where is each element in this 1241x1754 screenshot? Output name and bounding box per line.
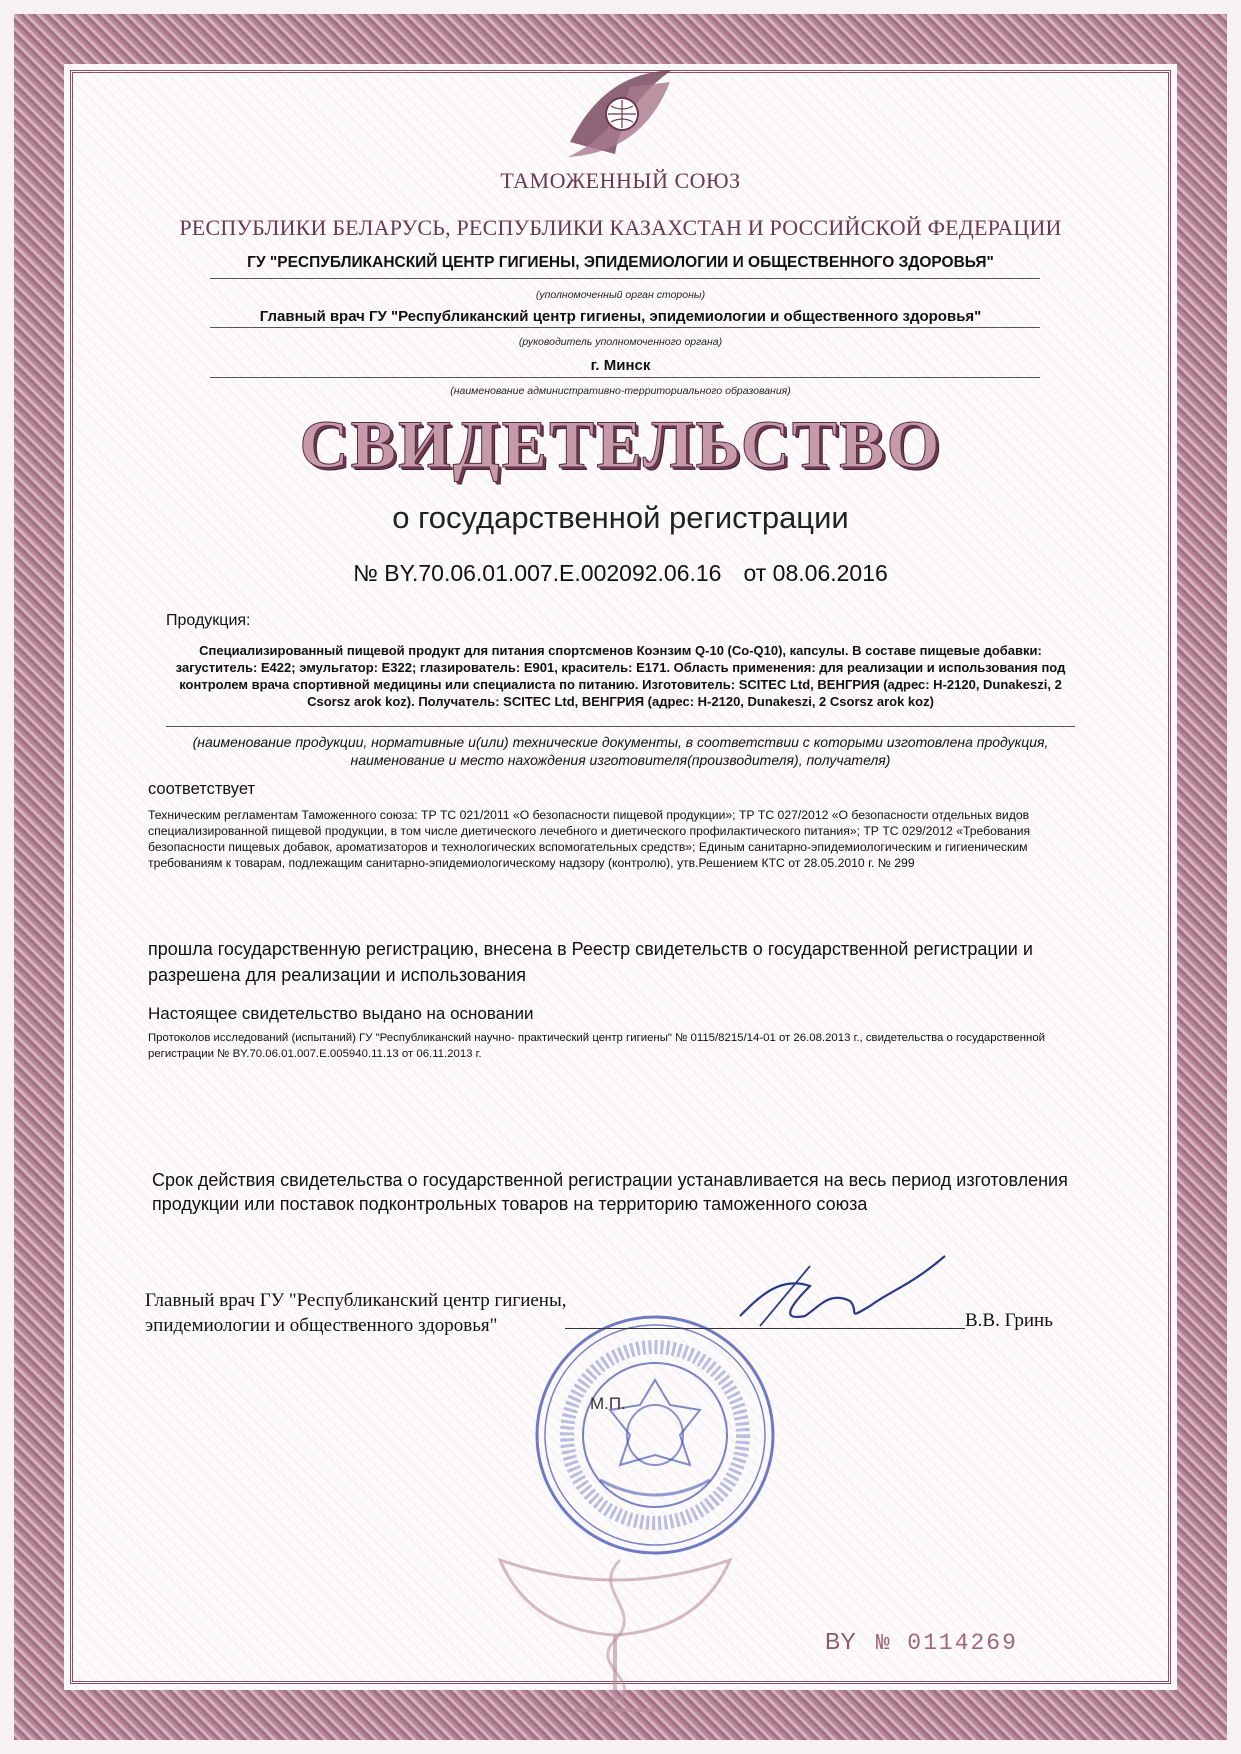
city-caption: (наименование административно-территориального образования) — [450, 385, 791, 397]
head-underline — [210, 327, 1040, 328]
city-underline — [210, 377, 1040, 378]
customs-union-emblem-icon — [560, 62, 680, 162]
certificate-date: от 08.06.2016 — [743, 560, 888, 586]
conformity-text: Техническим регламентам Таможенного союза: ТР ТС 021/2011 «О безопасности пищевой продукции»; ТР ТС 027/2012 «О безопасности отдельных видов специализированной пищевой продукции, в том числе диетического лечебного и диетического профилактического питания»; ТР ТС 029/2012 «Требования безопасности пищевых добавок, ароматизаторов и технологических вспомогательных средств»; Единым санитарно-эпидемиологическим и гигиеническим требованиям к товарам, подлежащим санитарно-эпидемиологическому надзору (контролю), утв.Решением КТС от 28.05.2010 г. № 299 — [148, 808, 1031, 870]
handwritten-signature — [720, 1236, 960, 1336]
certificate-title: СВИДЕТЕЛЬСТВО — [299, 406, 942, 482]
authority-head: Главный врач ГУ "Республиканский центр гигиены, эпидемиологии и общественного здоровья" — [259, 308, 982, 325]
union-subtitle: РЕСПУБЛИКИ БЕЛАРУСЬ, РЕСПУБЛИКИ КАЗАХСТАН И РОССИЙСКОЙ ФЕДЕРАЦИИ — [179, 215, 1062, 240]
certificate-number-line — [0, 560, 1241, 587]
authority-name: ГУ "РЕСПУБЛИКАНСКИЙ ЦЕНТР ГИГИЕНЫ, ЭПИДЕМИОЛОГИИ И ОБЩЕСТВЕННОГО ЗДОРОВЬЯ" — [247, 254, 994, 271]
head-caption: (руководитель уполномоченного органа) — [518, 336, 723, 348]
official-seal-stamp — [530, 1310, 780, 1560]
hygiene-bowl-watermark-icon — [470, 1540, 760, 1720]
certificate-subtitle: о государственной регистрации — [392, 500, 849, 535]
certificate-number: № BY.70.06.01.007.E.002092.06.16 — [353, 560, 722, 586]
authority-underline — [210, 278, 1040, 279]
validity-statement: Срок действия свидетельства о государственной регистрации устанавливается на весь период изготовления продукции или поставок подконтрольных товаров на территорию таможенного союза — [152, 1170, 1068, 1214]
basis-label: Настоящее свидетельство выдано на основании — [148, 1004, 534, 1023]
registration-statement: прошла государственную регистрацию, внесена в Реестр свидетельств о государственной регистрации и разрешена для реализации и использования — [148, 939, 1033, 985]
signer-name: В.В. Гринь — [965, 1310, 1053, 1331]
serial-country: BY — [825, 1628, 856, 1654]
authority-caption: (уполномоченный орган стороны) — [535, 289, 706, 301]
product-description: Специализированный пищевой продукт для питания спортсменов Коэнзим Q-10 (Co-Q10), капсулы. В составе пищевые добавки: загуститель: E422; эмульгатор: E322; глазирователь: E901, краситель: E171. Область применения: для реализации и использования под контролем врача спортивной медицины или специалиста по питанию. Изготовитель: SCITEC Ltd, ВЕНГРИЯ (адрес: H-2120, Dunakeszi, 2 Csorsz arok koz). Получатель: SCITEC Ltd, ВЕНГРИЯ (адрес: H-2120, Dunakeszi, 2 Csorsz arok koz) — [175, 643, 1066, 709]
serial-number: № 0114269 — [875, 1630, 1018, 1656]
signer-position: Главный врач ГУ "Республиканский центр гигиены, эпидемиологии и общественного здоровья" — [145, 1290, 567, 1336]
seal-label: М.П. — [590, 1394, 626, 1413]
product-label: Продукция: — [166, 612, 251, 629]
product-caption: (наименование продукции, нормативные и(или) технические документы, в соответствии с которыми изготовлена продукция, наименование и место нахождения изготовителя(производителя), получателя) — [192, 734, 1049, 768]
blank-serial-number — [825, 1628, 1018, 1656]
city: г. Минск — [590, 357, 651, 374]
basis-text: Протоколов исследований (испытаний) ГУ "Республиканский научно- практический центр гигиены" № 0115/8215/14-01 от 26.08.2013 г., свидетельства о государственной регистрации № BY.70.06.01.007.E.005940.11.13 от 06.11.2013 г. — [148, 1032, 1046, 1060]
product-underline — [166, 726, 1075, 727]
conformity-label: соответствует — [148, 780, 256, 798]
union-title: ТАМОЖЕННЫЙ СОЮЗ — [500, 168, 741, 193]
